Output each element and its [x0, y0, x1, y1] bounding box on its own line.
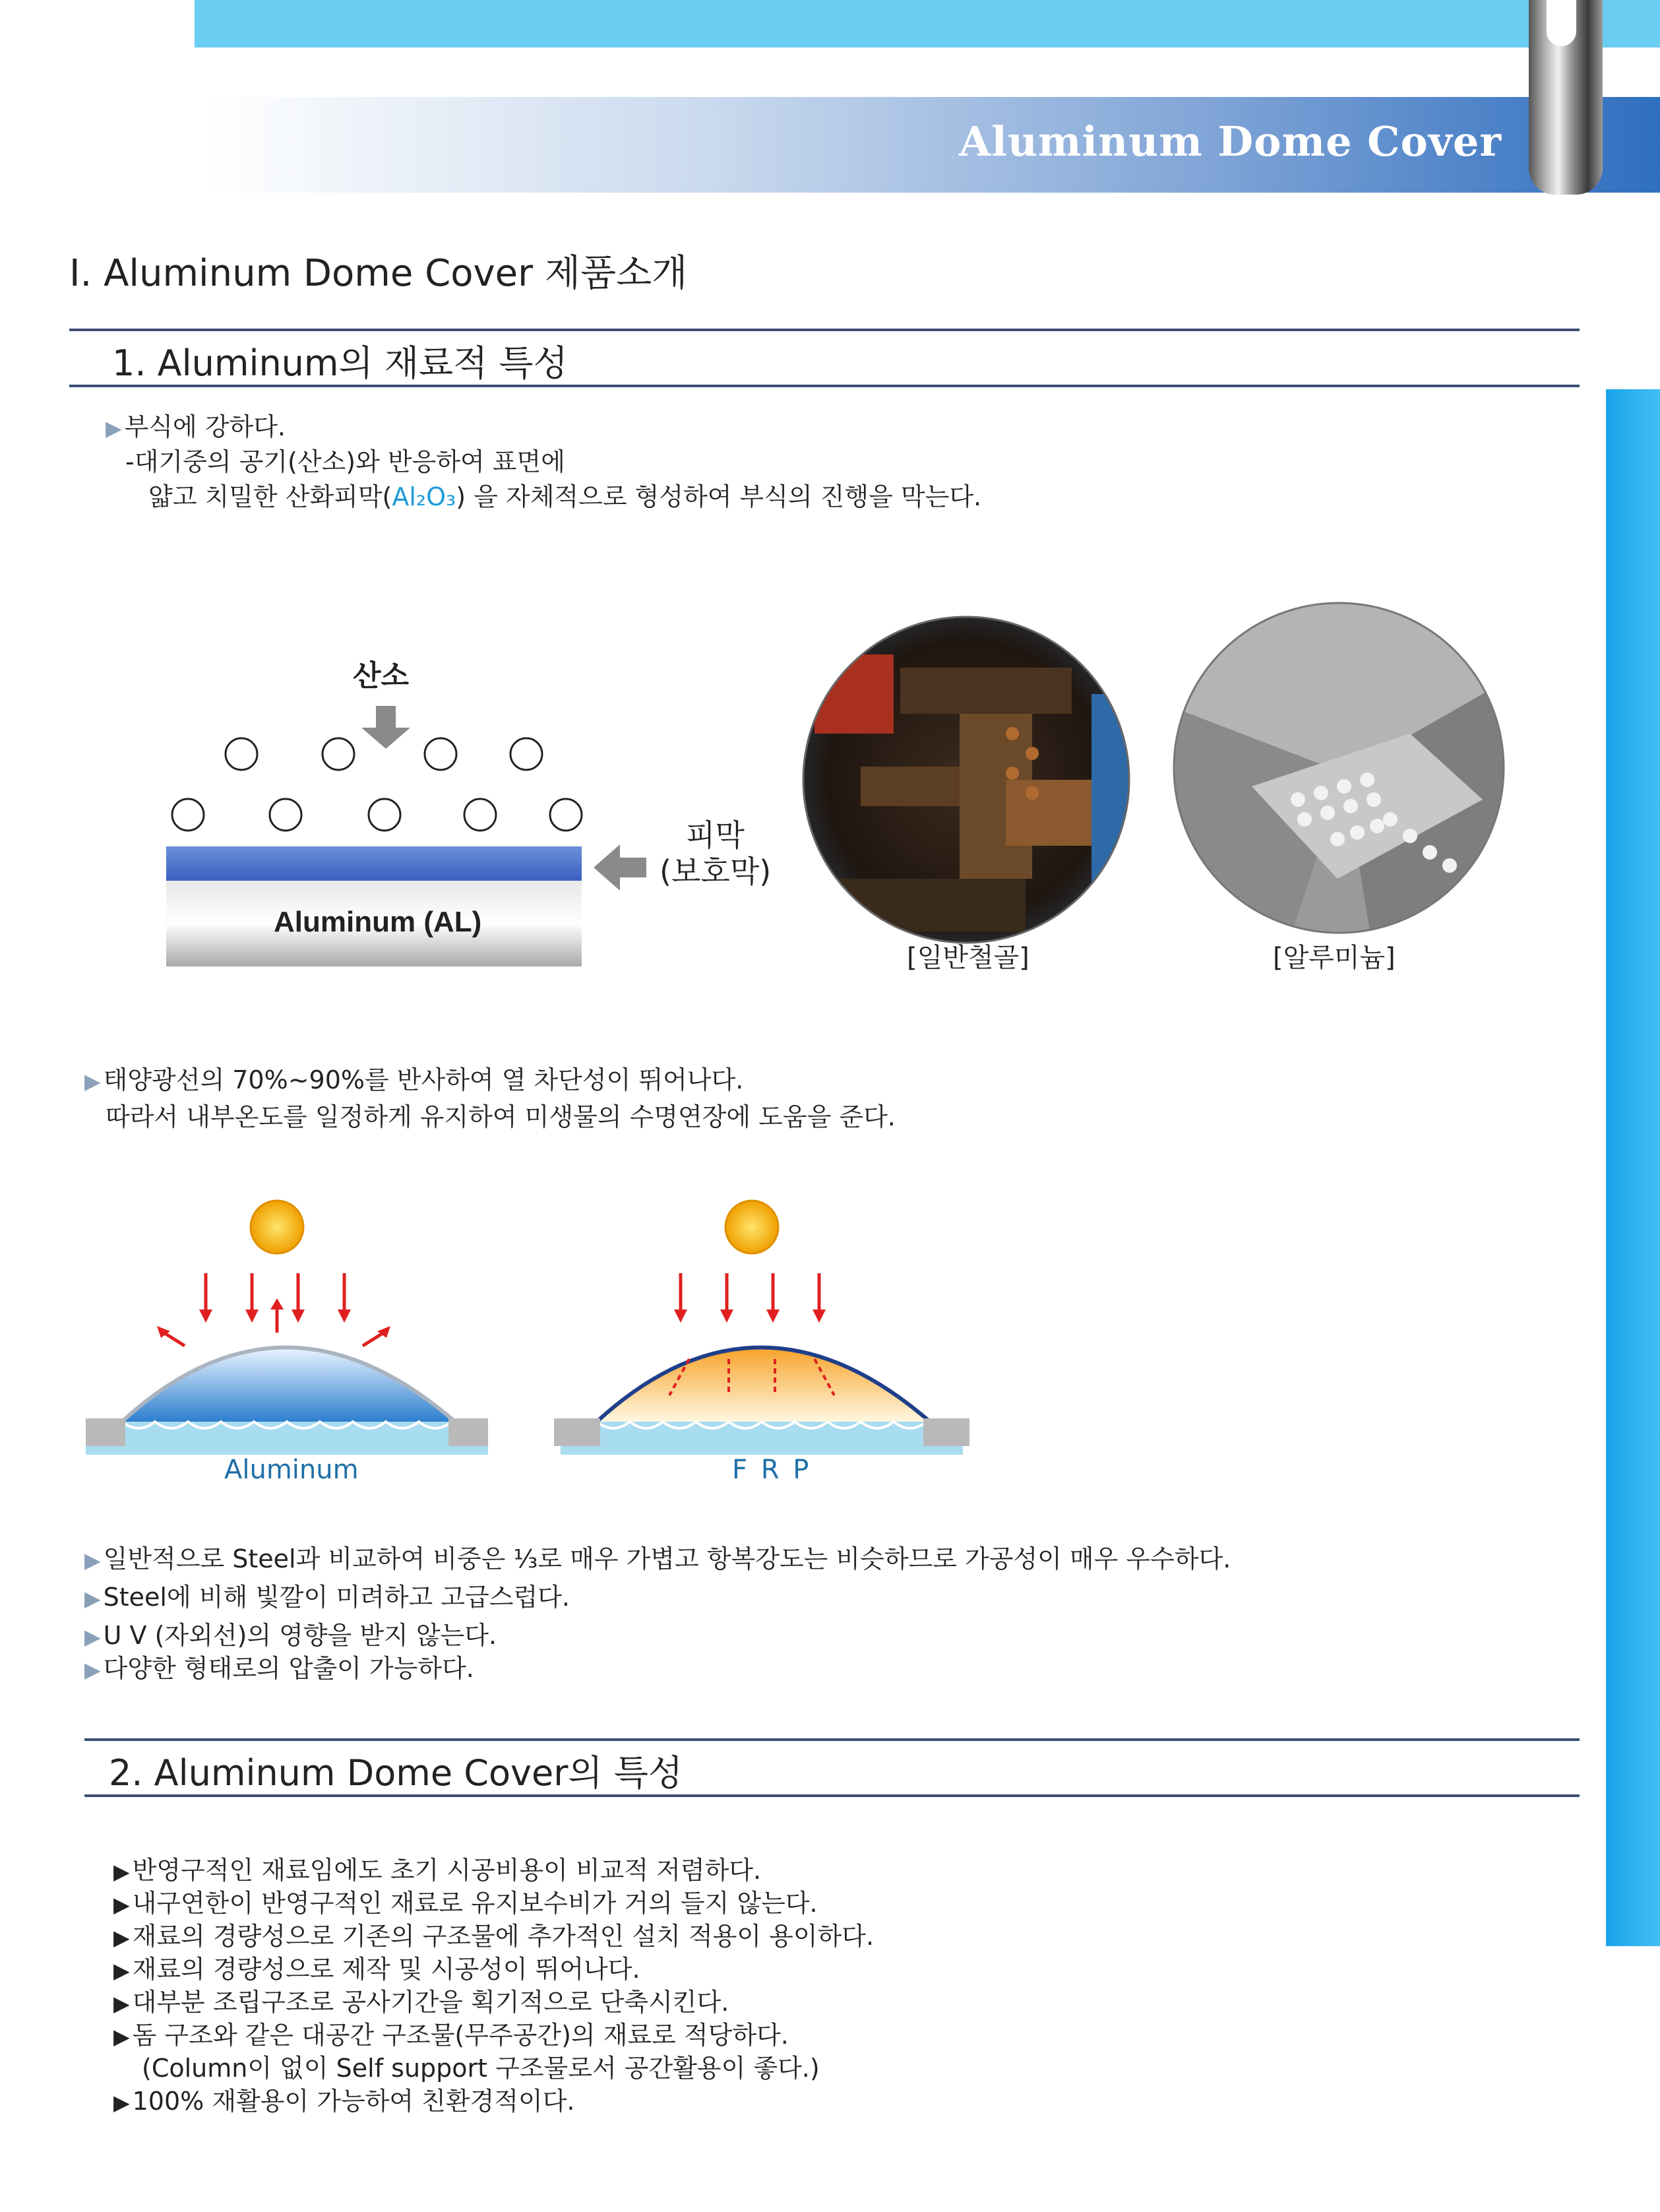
section1-rule-top: [69, 329, 1580, 331]
triangle-bullet-icon: ▶: [84, 1624, 101, 1649]
aluminum-dome-label: Aluminum: [224, 1455, 359, 1485]
corrosion-line1: -대기중의 공기(산소)와 반응하여 표면에: [125, 447, 565, 476]
oxygen-molecule: [323, 738, 354, 770]
oxygen-molecule: [172, 799, 204, 831]
dome-comparison-diagram: [86, 1194, 969, 1458]
film-sublabel: (보호막): [660, 854, 772, 889]
triangle-bullet-icon: ▶: [84, 1657, 101, 1682]
triangle-bullet-icon: ▶: [84, 1586, 101, 1611]
reflect-line1: ▶ 태양광선의 70%~90%를 반사하여 열 차단성이 뛰어나다.: [84, 1065, 744, 1094]
list-item: ▶ 돔 구조와 같은 대공간 구조물(무주공간)의 재료로 적당하다.: [113, 2021, 789, 2050]
oxygen-molecule: [369, 799, 400, 831]
triangle-bullet-icon: ▶: [113, 2090, 130, 2115]
section1-rule-bottom: [69, 385, 1580, 387]
aluminum-caption: [알루미늄]: [1273, 943, 1396, 973]
triangle-bullet-icon: ▶: [113, 1925, 130, 1950]
reflect-line2: 따라서 내부온도를 일정하게 유지하여 미생물의 수명연장에 도움을 준다.: [106, 1102, 896, 1131]
aluminum-photo: [1173, 602, 1506, 935]
cylinder-notch: [1547, 0, 1576, 46]
list-item: ▶ 대부분 조립구조로 공사기간을 획기적으로 단축시킨다.: [113, 1988, 729, 2017]
plate-label: Aluminum (AL): [274, 906, 482, 938]
header-title: Aluminum Dome Cover: [959, 117, 1502, 166]
section2-title: 2. Aluminum Dome Cover의 특성: [109, 1752, 683, 1794]
left-arrow-icon: [594, 844, 646, 891]
steel-caption: [일반철골]: [907, 943, 1030, 973]
oxygen-molecule: [270, 799, 301, 831]
list-item: ▶ 다양한 형태로의 압출이 가능하다.: [84, 1654, 474, 1683]
right-side-bar: [1606, 389, 1660, 1946]
main-heading: Ⅰ. Aluminum Dome Cover 제품소개: [69, 252, 688, 295]
section2-rule-bottom: [84, 1794, 1580, 1797]
list-item: ▶ 100% 재활용이 가능하여 친환경적이다.: [113, 2087, 575, 2116]
steel-photo: [801, 615, 1131, 945]
oxygen-molecule: [226, 738, 257, 770]
oxygen-label: 산소: [353, 659, 410, 693]
list-item: ▶ U V (자외선)의 영향을 받지 않는다.: [84, 1621, 497, 1650]
triangle-bullet-icon: ▶: [84, 1548, 101, 1573]
oxide-formula: Al₂O₃: [392, 482, 456, 511]
triangle-bullet-icon: ▶: [113, 1958, 130, 1983]
oxygen-molecule: [550, 799, 582, 831]
sun-icon: [251, 1201, 303, 1253]
oxygen-molecule: [464, 799, 496, 831]
list-item: ▶ 일반적으로 Steel과 비교하여 비중은 ⅓로 매우 가볍고 항복강도는 비슷하므로 가공성이 매우 우수하다.: [84, 1544, 1231, 1573]
oxygen-molecule: [425, 738, 456, 770]
oxygen-molecule: [510, 738, 542, 770]
list-item: ▶ Steel에 비해 빛깔이 미려하고 고급스럽다.: [84, 1583, 570, 1612]
sun-icon: [725, 1201, 778, 1253]
corrosion-bullet: ▶ 부식에 강하다.: [106, 412, 286, 441]
triangle-bullet-icon: ▶: [106, 416, 122, 441]
triangle-bullet-icon: ▶: [84, 1069, 101, 1094]
triangle-bullet-icon: ▶: [113, 1991, 130, 2016]
incoming-rays: [157, 1273, 390, 1346]
triangle-bullet-icon: ▶: [113, 1892, 130, 1917]
frp-dome-label: F R P: [732, 1455, 812, 1485]
section2-note: (Column이 없이 Self support 구조물로서 공간활용이 좋다.): [142, 2054, 820, 2083]
section2-rule-top: [84, 1738, 1580, 1741]
incoming-rays: [674, 1273, 826, 1323]
triangle-bullet-icon: ▶: [113, 2024, 130, 2049]
triangle-bullet-icon: ▶: [113, 1859, 130, 1884]
list-item: ▶ 반영구적인 재료임에도 초기 시공비용이 비교적 저렴하다.: [113, 1856, 762, 1885]
list-item: ▶ 내구연한이 반영구적인 재료로 유지보수비가 거의 들지 않는다.: [113, 1889, 818, 1918]
section1-title: 1. Aluminum의 재료적 특성: [112, 342, 568, 384]
list-item: ▶ 재료의 경량성으로 제작 및 시공성이 뛰어나다.: [113, 1955, 640, 1984]
film-label: 피막: [686, 817, 745, 853]
list-item: ▶ 재료의 경량성으로 기존의 구조물에 추가적인 설치 적용이 용이하다.: [113, 1922, 875, 1951]
top-accent-bar: [195, 0, 1660, 47]
oxide-film-layer: [166, 846, 582, 881]
corrosion-line2: 얇고 치밀한 산화피막(Al₂O₃) 을 자체적으로 형성하여 부식의 진행을 막는다.: [148, 482, 982, 511]
down-arrow-icon: [361, 706, 410, 749]
